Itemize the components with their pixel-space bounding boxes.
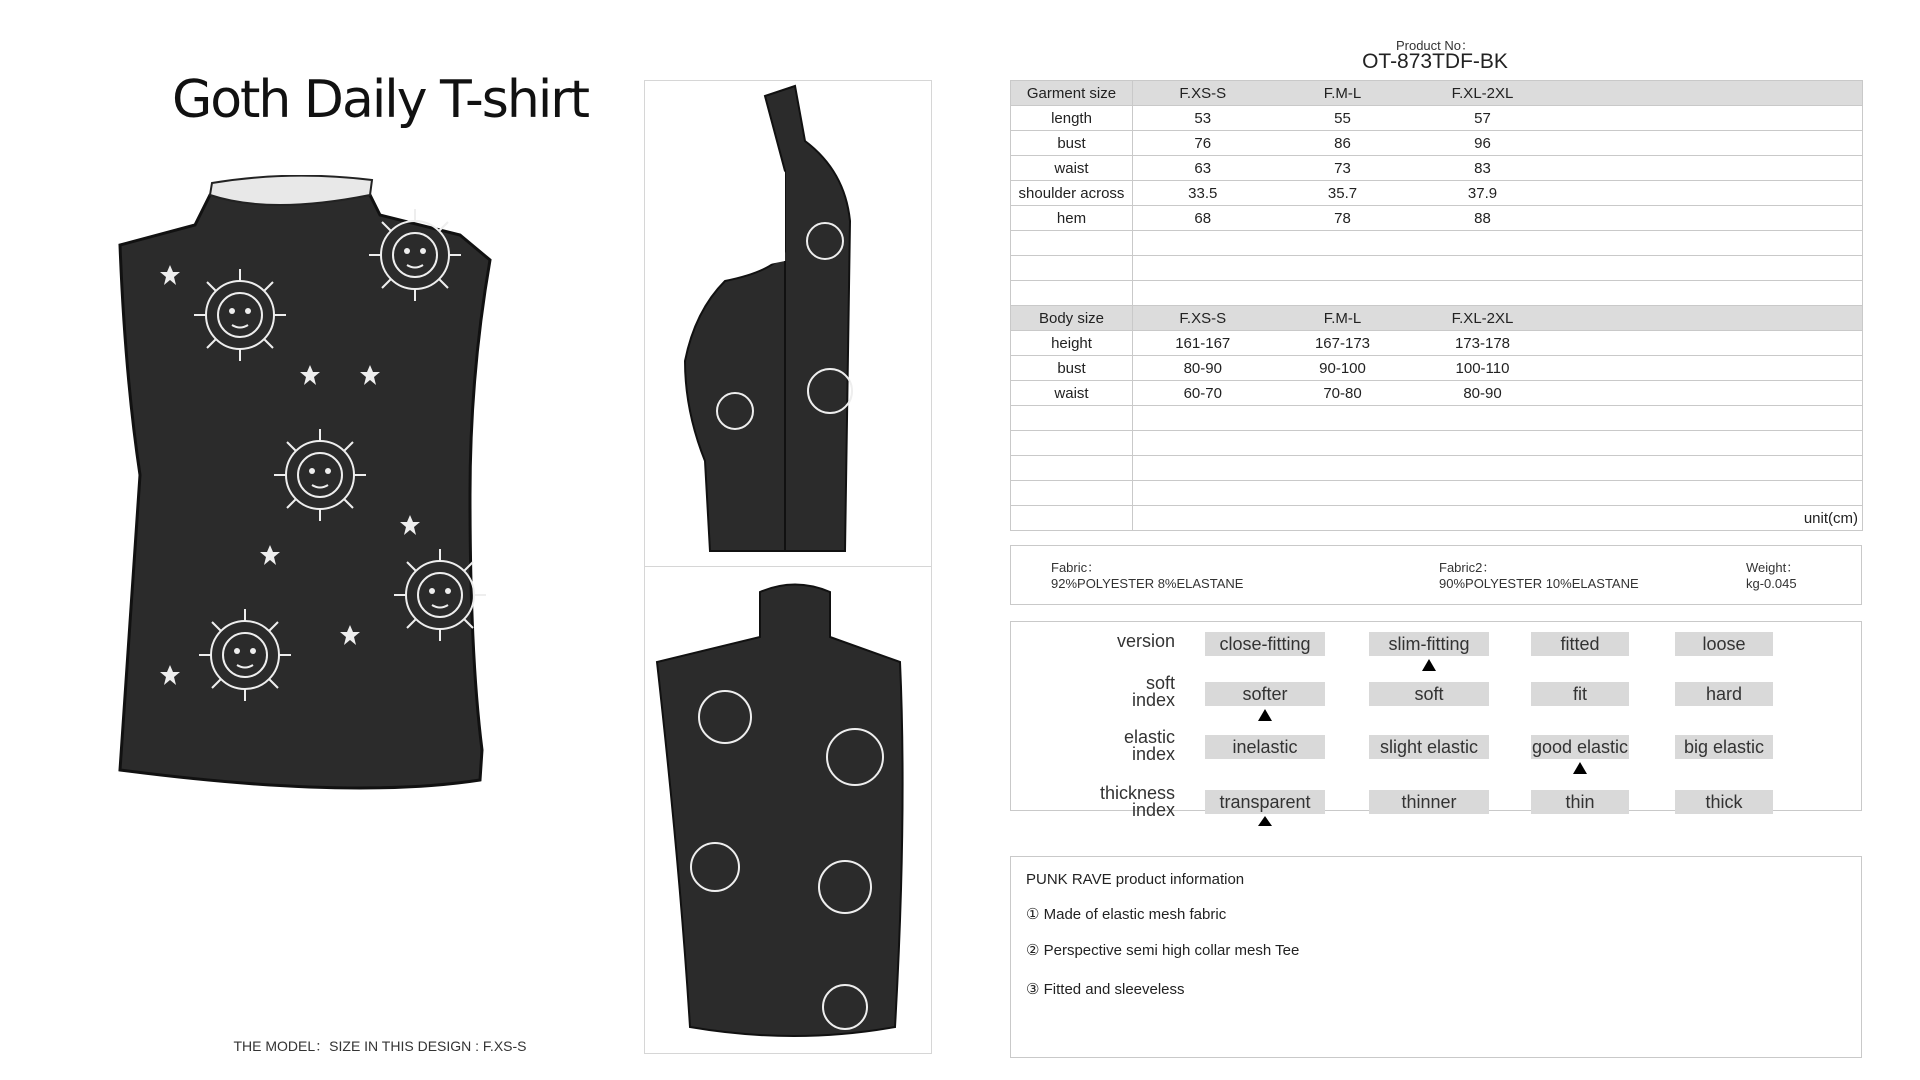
attr-label-soft-index: soft index: [1131, 673, 1175, 710]
table-cell: 70-80: [1273, 381, 1413, 406]
size-table: [1010, 80, 1863, 531]
info-item: ③ Fitted and sleeveless: [1026, 981, 1185, 998]
table-cell: 86: [1273, 131, 1413, 156]
fit-attributes-box: [1010, 621, 1862, 820]
table-cell: 76: [1133, 131, 1273, 156]
weight-value: kg-0.045: [1746, 576, 1797, 591]
table-cell: 90-100: [1273, 356, 1413, 381]
selected-marker-icon: [1422, 659, 1436, 671]
table-cell: 68: [1133, 206, 1273, 231]
table-cell: shoulder across: [1011, 181, 1133, 206]
table-row-empty: [1011, 456, 1863, 481]
product-no-value: OT-873TDF-BK: [1362, 50, 1508, 73]
table-cell: bust: [1011, 356, 1133, 381]
table-row-empty: [1011, 256, 1863, 281]
selected-marker-icon: [1258, 816, 1272, 826]
table-cell: 73: [1273, 156, 1413, 181]
option-fit: fit: [1531, 682, 1629, 706]
option-hard: hard: [1675, 682, 1773, 706]
table-cell: 60-70: [1133, 381, 1273, 406]
table-cell: 55: [1273, 106, 1413, 131]
option-slight-elastic: slight elastic: [1369, 735, 1489, 759]
table-row: [1011, 381, 1863, 406]
option-transparent: transparent: [1205, 790, 1325, 814]
table-header-cell: F.XS-S: [1133, 81, 1273, 106]
weight-label: Weight：: [1746, 560, 1800, 575]
option-loose: loose: [1675, 632, 1773, 656]
info-item: ② Perspective semi high collar mesh Tee: [1026, 942, 1300, 959]
model-size-note: THE MODEL：SIZE IN THIS DESIGN : F.XS-S: [233, 1038, 527, 1054]
table-cell: 78: [1273, 206, 1413, 231]
table-cell: hem: [1011, 206, 1133, 231]
option-close-fitting: close-fitting: [1205, 632, 1325, 656]
table-cell: 33.5: [1133, 181, 1273, 206]
selected-marker-icon: [1258, 709, 1272, 721]
table-cell: 100-110: [1413, 356, 1553, 381]
table-cell: 167-173: [1273, 331, 1413, 356]
table-row: [1011, 181, 1863, 206]
info-item: ① Made of elastic mesh fabric: [1026, 906, 1227, 923]
option-thin: thin: [1531, 790, 1629, 814]
fabric1-value: 92%POLYESTER 8%ELASTANE: [1051, 576, 1244, 591]
product-no-label: Product No：: [1395, 38, 1475, 53]
option-inelastic: inelastic: [1205, 735, 1325, 759]
garment-header-row: [1011, 81, 1863, 106]
table-row-empty: [1011, 281, 1863, 306]
option-fitted: fitted: [1531, 632, 1629, 656]
table-cell: 53: [1133, 106, 1273, 131]
table-cell: length: [1011, 106, 1133, 131]
table-row: [1011, 131, 1863, 156]
table-cell: 63: [1133, 156, 1273, 181]
option-good-elastic: good elastic: [1531, 737, 1629, 757]
table-cell: 80-90: [1413, 381, 1553, 406]
fabric1-label: Fabric：: [1051, 560, 1101, 575]
fabric2-value: 90%POLYESTER 10%ELASTANE: [1439, 576, 1639, 591]
table-row: [1011, 206, 1863, 231]
table-header-cell: F.M-L: [1273, 306, 1413, 331]
info-heading: PUNK RAVE product information: [1026, 871, 1245, 888]
attr-label-elastic-index: elastic index: [1123, 727, 1175, 764]
option-softer: softer: [1205, 682, 1325, 706]
body-header-row: [1011, 306, 1863, 331]
table-row: [1011, 106, 1863, 131]
unit-row: [1011, 506, 1863, 531]
page-title: Goth Daily T-shirt: [171, 70, 589, 130]
table-row: [1011, 156, 1863, 181]
table-cell: 173-178: [1413, 331, 1553, 356]
attr-label-thickness-index: thickness index: [1099, 783, 1175, 820]
table-cell: height: [1011, 331, 1133, 356]
table-cell: waist: [1011, 381, 1133, 406]
selected-marker-icon: [1573, 762, 1587, 774]
table-cell: 161-167: [1133, 331, 1273, 356]
product-photo-back: [644, 566, 932, 1054]
table-header-cell: F.XS-S: [1133, 306, 1273, 331]
table-row-empty: [1011, 431, 1863, 456]
table-cell: 96: [1413, 131, 1553, 156]
table-header-cell: Body size: [1011, 306, 1133, 331]
table-header-cell: F.XL-2XL: [1413, 81, 1553, 106]
product-photo-side: [644, 80, 932, 568]
option-thick: thick: [1675, 790, 1773, 814]
option-thinner: thinner: [1369, 790, 1489, 814]
unit-label: unit(cm): [1553, 506, 1863, 531]
table-row: [1011, 356, 1863, 381]
table-row-empty: [1011, 406, 1863, 431]
table-header-cell: F.XL-2XL: [1413, 306, 1553, 331]
option-slim-fitting: slim-fitting: [1369, 632, 1489, 656]
table-row: [1011, 331, 1863, 356]
fabric-info-box: [1010, 545, 1862, 605]
table-cell: 35.7: [1273, 181, 1413, 206]
table-row-empty: [1011, 231, 1863, 256]
table-row-empty: [1011, 481, 1863, 506]
option-soft: soft: [1369, 682, 1489, 706]
table-header-cell: Garment size: [1011, 81, 1133, 106]
table-cell: 88: [1413, 206, 1553, 231]
table-cell: 57: [1413, 106, 1553, 131]
table-cell: waist: [1011, 156, 1133, 181]
table-header-cell: F.M-L: [1273, 81, 1413, 106]
product-info-box: [1010, 856, 1862, 1058]
product-photo-front: [110, 175, 610, 965]
table-cell: 80-90: [1133, 356, 1273, 381]
fabric2-label: Fabric2：: [1439, 560, 1496, 575]
table-cell: 37.9: [1413, 181, 1553, 206]
table-cell: 83: [1413, 156, 1553, 181]
table-cell: bust: [1011, 131, 1133, 156]
attr-label-version: version: [1116, 631, 1175, 651]
option-big-elastic: big elastic: [1675, 735, 1773, 759]
